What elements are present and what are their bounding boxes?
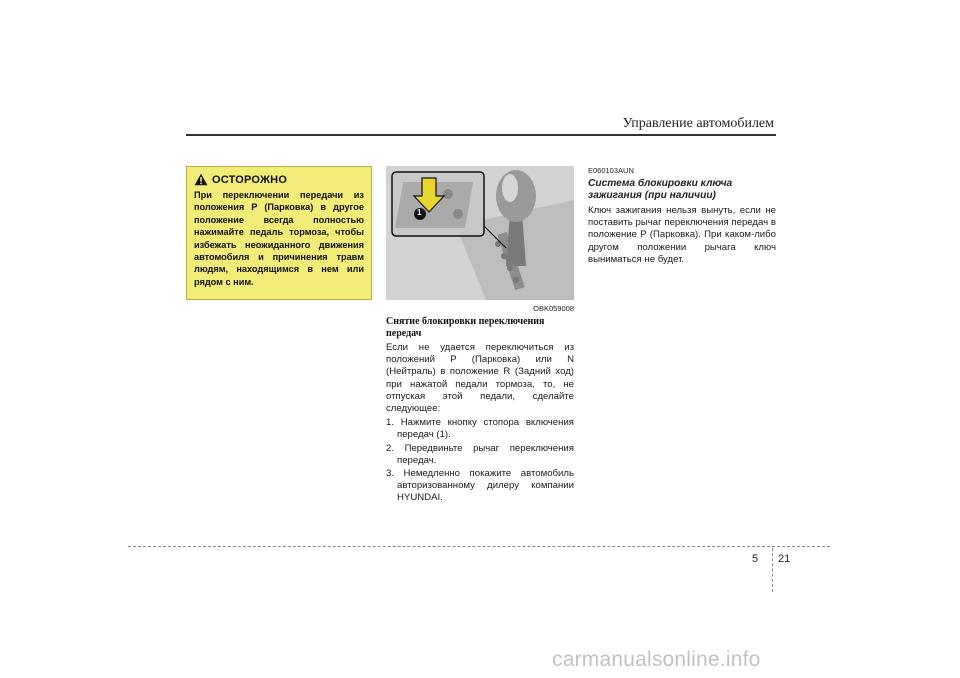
shift-lock-steps: [386, 417, 574, 504]
shift-lock-title: Снятие блокировки переключения передач: [386, 316, 545, 339]
footer-rule: [128, 546, 830, 547]
shift-lock-intro: Если не удается переключиться из положений P (Парковка) или N (Нейтраль) в положение R (Задний ход) при нажатой педали тормоза, то, не отпуская этой педали, сделайте следующее:: [386, 342, 574, 415]
watermark: carmanualsonline.info: [552, 648, 761, 671]
illustration-code: OBK059008: [533, 304, 574, 313]
key-interlock-title: Система блокировки ключа зажигания (при наличии): [588, 178, 733, 201]
page-header-title: Управление автомобилем: [622, 116, 774, 131]
callout-number: 1: [417, 208, 422, 217]
key-interlock-text: Ключ зажигания нельзя вынуть, если не поставить рычаг переключения передач в положение P (Парковка). При каком-либо другом положении рычага ключ выниматься не будет.: [588, 205, 776, 265]
list-item: 2. Передвиньте рычаг переключения передач.: [386, 442, 574, 466]
list-item: 1. Нажмите кнопку стопора включения передач (1).: [386, 417, 574, 441]
page-number: 21: [778, 553, 791, 565]
shifter-drawing: [386, 166, 574, 300]
footer-divider: [772, 548, 773, 592]
header-rule: [186, 134, 776, 136]
shift-lock-section: [386, 316, 574, 506]
shifter-illustration: [386, 166, 574, 300]
warning-triangle-icon: [194, 173, 208, 186]
chapter-number: 5: [752, 553, 760, 565]
key-interlock-section: [588, 166, 776, 266]
list-item: 3. Немедленно покажите автомобиль авторизованному дилеру компании HYUNDAI.: [386, 468, 574, 504]
warning-text: При переключении передачи из положения P (Парковка) в другое положение всегда полностью нажимайте педаль тормоза, чтобы избежать неожиданного движения автомобиля и причинения травм людям, находящимся в нем или рядом с ним.: [194, 190, 364, 287]
warning-header: [194, 173, 364, 186]
section-code: E060103AUN: [588, 166, 634, 175]
warning-box: [186, 166, 372, 300]
warning-title: ОСТОРОЖНО: [212, 173, 288, 186]
